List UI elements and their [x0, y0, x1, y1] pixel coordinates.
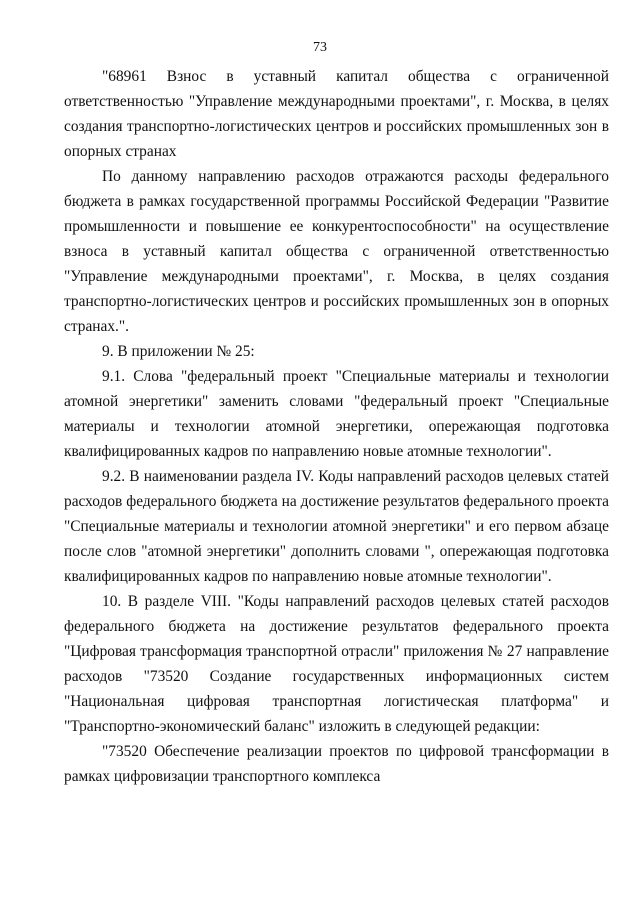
paragraph-73520-title: "73520 Обеспечение реализации проектов по цифровой трансформации в рамках цифровизации транспортного комплекса	[64, 743, 609, 785]
paragraph-item-9-1: 9.1. Слова "федеральный проект "Специальные материалы и технологии атомной энергетики" заменить словами "федеральный проект "Специальные материалы и технологии атомной энергетики, опережающая подготовка квалифицированных кадров по направлению новые атомные технологии".	[64, 368, 609, 460]
paragraph-item-9: 9. В приложении № 25:	[102, 343, 255, 360]
paragraph-item-9-2: 9.2. В наименовании раздела IV. Коды направлений расходов целевых статей расходов федерального бюджета на достижение результатов федерального проекта "Специальные материалы и технологии атомной энергетики" и его первом абзаце после слов "атомной энергетики" дополнить словами ", опережающая подготовка квалифицированных кадров по направлению новые атомные технологии".	[64, 468, 609, 585]
paragraph-68961-description: По данному направлению расходов отражаются расходы федерального бюджета в рамках государственной программы Российской Федерации "Развитие промышленности и повышение ее конкурентоспособности" на осуществление взноса в уставный капитал общества с ограниченной ответственностью "Управление международными проектами", г. Москва, в целях создания транспортно-логистических центров и российских промышленных зон в опорных странах.".	[64, 168, 609, 335]
paragraph-item-10: 10. В разделе VIII. "Коды направлений расходов целевых статей расходов федерального бюджета на достижение результатов федерального проекта "Цифровая трансформация транспортной отрасли" приложения № 27 направление расходов "73520 Создание государственных информационных систем "Национальная цифровая транспортная логистическая платформа" и "Транспортно-экономический баланс" изложить в следующей редакции:	[64, 593, 609, 735]
page-number: 73	[313, 40, 327, 55]
document-body	[64, 64, 609, 789]
paragraph-68961-title: "68961 Взнос в уставный капитал общества с ограниченной ответственностью "Управление международными проектами", г. Москва, в целях создания транспортно-логистических центров и российских промышленных зон в опорных странах	[64, 68, 609, 160]
